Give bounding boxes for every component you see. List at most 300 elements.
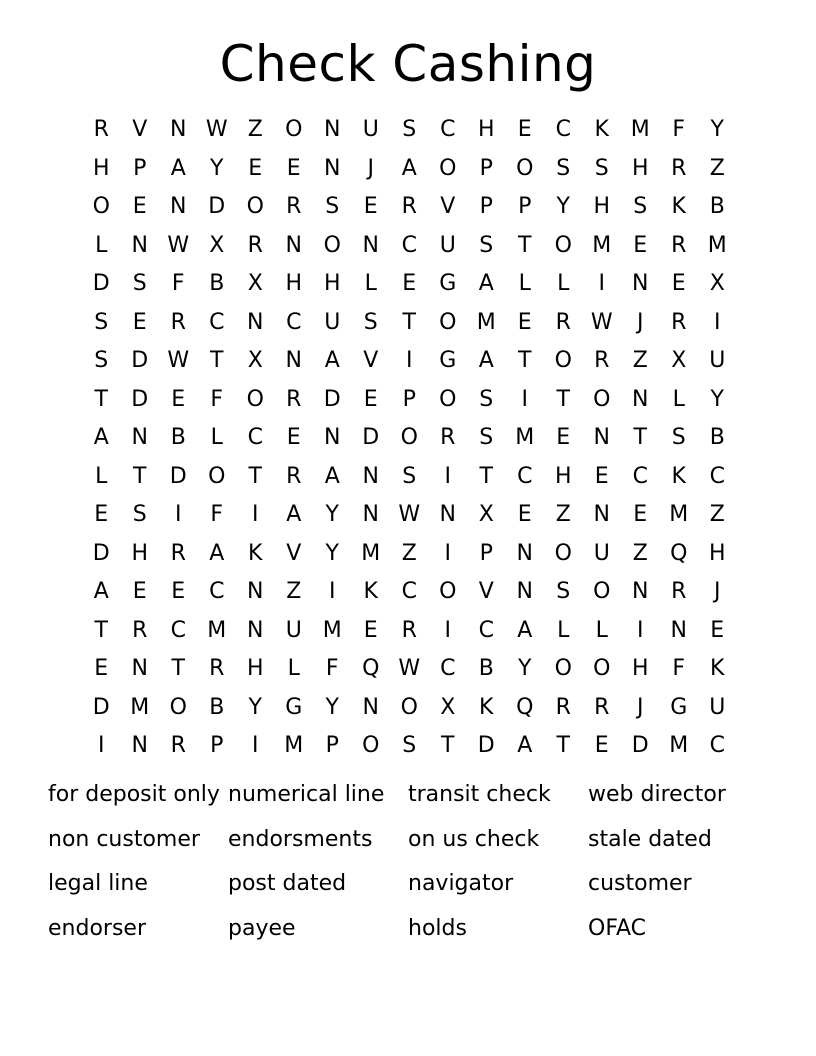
grid-letter: R [401, 617, 417, 643]
grid-letter: E [671, 271, 686, 297]
grid-letter: M [707, 232, 727, 258]
word-list-item: transit check [408, 782, 551, 807]
grid-letter: C [209, 579, 225, 605]
grid-letter: C [517, 463, 533, 489]
grid-letter: H [323, 271, 341, 297]
grid-letter: R [555, 694, 571, 720]
grid-letter: E [286, 155, 301, 181]
grid-letter: Z [401, 540, 417, 566]
grid-letter: W [167, 232, 190, 258]
grid-letter: F [210, 502, 224, 528]
grid-letter: I [637, 617, 644, 643]
grid-letter: N [362, 502, 379, 528]
grid-letter: Z [286, 579, 302, 605]
grid-letter: R [671, 579, 687, 605]
grid-letter: G [670, 694, 688, 720]
grid-letter: M [476, 309, 496, 335]
grid-letter: T [402, 309, 416, 335]
grid-letter: I [329, 579, 336, 605]
grid-letter: N [285, 232, 302, 258]
grid-letter: H [246, 656, 264, 682]
grid-letter: R [93, 117, 109, 143]
grid-letter: T [518, 232, 532, 258]
grid-letter: N [247, 309, 264, 335]
grid-letter: J [367, 155, 374, 181]
grid-letter: O [593, 656, 611, 682]
grid-letter: V [286, 540, 302, 566]
grid-letter: T [633, 425, 647, 451]
grid-letter: B [709, 425, 725, 451]
grid-letter: Q [516, 694, 534, 720]
grid-letter: M [630, 117, 650, 143]
grid-letter: I [714, 309, 721, 335]
grid-letter: U [593, 540, 610, 566]
grid-letter: I [252, 502, 259, 528]
grid-letter: O [323, 232, 341, 258]
grid-letter: P [479, 540, 493, 566]
grid-letter: D [92, 540, 110, 566]
grid-letter: E [363, 194, 378, 220]
grid-letter: H [285, 271, 303, 297]
grid-letter: E [633, 232, 648, 258]
grid-letter: D [92, 271, 110, 297]
grid-letter: C [209, 309, 225, 335]
grid-letter: G [439, 271, 457, 297]
grid-letter: N [170, 117, 187, 143]
grid-letter: N [632, 386, 649, 412]
grid-letter: D [631, 733, 649, 759]
grid-letter: Y [710, 117, 724, 143]
grid-letter: N [170, 194, 187, 220]
grid-letter: T [556, 386, 570, 412]
grid-letter: Y [556, 194, 570, 220]
grid-letter: P [402, 386, 416, 412]
grid-letter: D [131, 386, 149, 412]
grid-letter: N [670, 617, 687, 643]
grid-letter: E [517, 309, 532, 335]
grid-letter: L [672, 386, 685, 412]
grid-letter: V [440, 194, 456, 220]
grid-letter: F [325, 656, 339, 682]
grid-letter: A [93, 579, 109, 605]
grid-letter: C [286, 309, 302, 335]
grid-letter: T [556, 733, 570, 759]
grid-letter: E [132, 579, 147, 605]
grid-letter: I [252, 733, 259, 759]
grid-letter: L [595, 617, 608, 643]
grid-letter: X [247, 348, 263, 374]
grid-letter: O [439, 386, 457, 412]
grid-letter: O [246, 194, 264, 220]
grid-letter: R [286, 194, 302, 220]
grid-letter: L [364, 271, 377, 297]
grid-letter: Y [325, 694, 339, 720]
grid-letter: N [593, 502, 610, 528]
grid-letter: Z [632, 348, 648, 374]
grid-letter: R [170, 309, 186, 335]
grid-letter: B [709, 194, 725, 220]
grid-letter: B [478, 656, 494, 682]
grid-letter: E [132, 194, 147, 220]
grid-letter: M [322, 617, 342, 643]
grid-letter: K [363, 579, 378, 605]
grid-letter: O [439, 579, 457, 605]
grid-letter: A [517, 733, 533, 759]
grid-letter: E [363, 617, 378, 643]
grid-letter: O [554, 232, 572, 258]
grid-letter: C [555, 117, 571, 143]
grid-letter: P [133, 155, 147, 181]
grid-letter: N [632, 271, 649, 297]
grid-letter: T [518, 348, 532, 374]
grid-letter: T [133, 463, 147, 489]
grid-letter: Y [210, 155, 224, 181]
word-list-item: navigator [408, 871, 514, 896]
grid-letter: E [248, 155, 263, 181]
grid-letter: A [93, 425, 109, 451]
word-list-item: endorser [48, 915, 146, 941]
grid-letter: Y [325, 502, 339, 528]
grid-letter: C [709, 733, 725, 759]
grid-letter: S [479, 232, 494, 258]
grid-letter: R [594, 348, 610, 374]
grid-letter: S [671, 425, 686, 451]
grid-letter: E [132, 309, 147, 335]
grid-letter: S [479, 386, 494, 412]
grid-letter: K [594, 117, 609, 143]
grid-letter: P [479, 194, 493, 220]
grid-letter: I [444, 463, 451, 489]
grid-letter: I [406, 348, 413, 374]
grid-letter: S [556, 579, 571, 605]
grid-letter: N [593, 425, 610, 451]
grid-letter: O [208, 463, 226, 489]
grid-letter: R [440, 425, 456, 451]
grid-letter: S [633, 194, 648, 220]
grid-letter: E [171, 386, 186, 412]
grid-letter: O [362, 733, 380, 759]
grid-letter: S [94, 348, 109, 374]
grid-letter: P [210, 733, 224, 759]
grid-letter: S [402, 463, 417, 489]
word-list-item: stale dated [588, 826, 712, 852]
grid-letter: O [439, 309, 457, 335]
grid-letter: R [401, 194, 417, 220]
grid-letter: O [516, 155, 534, 181]
word-list-item: web director [588, 782, 726, 807]
grid-letter: T [441, 733, 455, 759]
grid-letter: E [633, 502, 648, 528]
grid-letter: M [592, 232, 612, 258]
grid-letter: Y [325, 540, 339, 566]
grid-letter: U [709, 348, 726, 374]
grid-letter: D [92, 694, 110, 720]
word-list [48, 776, 768, 954]
grid-letter: Z [247, 117, 263, 143]
word-list-item: non customer [48, 826, 200, 852]
grid-letter: C [247, 425, 263, 451]
grid-letter: M [669, 733, 689, 759]
grid-letter: A [170, 155, 186, 181]
grid-letter: S [556, 155, 571, 181]
grid-letter: Q [362, 656, 380, 682]
grid-letter: O [92, 194, 110, 220]
grid-letter: V [478, 579, 494, 605]
grid-letter: N [324, 117, 341, 143]
grid-letter: C [170, 617, 186, 643]
word-list-item: on us check [408, 826, 540, 852]
grid-letter: P [518, 194, 532, 220]
grid-letter: W [398, 656, 421, 682]
grid-letter: S [363, 309, 378, 335]
grid-letter: L [95, 463, 108, 489]
grid-letter: U [439, 232, 456, 258]
grid-letter: H [92, 155, 110, 181]
grid-letter: C [709, 463, 725, 489]
grid-letter: Z [632, 540, 648, 566]
word-list-item: OFAC [588, 915, 646, 941]
grid-letter: T [94, 386, 108, 412]
grid-letter: T [171, 656, 185, 682]
grid-letter: R [671, 155, 687, 181]
grid-letter: C [440, 117, 456, 143]
grid-letter: I [444, 540, 451, 566]
grid-letter: R [247, 232, 263, 258]
grid-letter: B [170, 425, 186, 451]
grid-letter: N [131, 656, 148, 682]
grid-letter: Y [518, 656, 532, 682]
grid-letter: N [362, 463, 379, 489]
grid-letter: I [598, 271, 605, 297]
grid-letter: J [637, 694, 644, 720]
word-list-item: payee [228, 915, 296, 941]
grid-letter: M [284, 733, 304, 759]
grid-letter: C [401, 579, 417, 605]
grid-letter: L [518, 271, 531, 297]
grid-letter: V [132, 117, 148, 143]
grid-letter: D [131, 348, 149, 374]
grid-letter: R [286, 386, 302, 412]
grid-letter: S [325, 194, 340, 220]
grid-letter: X [247, 271, 263, 297]
grid-letter: N [632, 579, 649, 605]
grid-letter: J [637, 309, 644, 335]
grid-letter: N [131, 425, 148, 451]
grid-letter: O [593, 579, 611, 605]
grid-letter: U [709, 694, 726, 720]
grid-letter: N [247, 579, 264, 605]
grid-letter: D [362, 425, 380, 451]
grid-letter: R [132, 617, 148, 643]
grid-letter: L [95, 232, 108, 258]
grid-letter: R [671, 232, 687, 258]
grid-letter: N [324, 155, 341, 181]
grid-letter: E [286, 425, 301, 451]
grid-letter: R [170, 733, 186, 759]
grid-letter: I [444, 617, 451, 643]
grid-letter: I [521, 386, 528, 412]
grid-letter: A [324, 463, 340, 489]
grid-letter: P [479, 155, 493, 181]
grid-letter: Y [710, 386, 724, 412]
grid-letter: H [554, 463, 572, 489]
word-list-item: for deposit only [48, 782, 220, 807]
grid-letter: M [669, 502, 689, 528]
grid-letter: S [594, 155, 609, 181]
grid-letter: B [209, 271, 225, 297]
grid-letter: F [171, 271, 185, 297]
grid-letter: E [517, 117, 532, 143]
word-list-item: numerical line [228, 782, 385, 807]
page-title: Check Cashing [219, 35, 597, 93]
grid-letter: O [554, 348, 572, 374]
grid-letter: Y [248, 694, 262, 720]
grid-letter: U [362, 117, 379, 143]
grid-letter: W [205, 117, 228, 143]
grid-letter: B [209, 694, 225, 720]
grid-letter: N [131, 733, 148, 759]
grid-letter: Z [709, 502, 725, 528]
grid-letter: X [478, 502, 494, 528]
grid-letter: L [557, 271, 570, 297]
grid-letter: D [208, 194, 226, 220]
grid-letter: O [246, 386, 264, 412]
grid-letter: U [324, 309, 341, 335]
grid-letter: F [672, 117, 686, 143]
grid-letter: W [398, 502, 421, 528]
grid-letter: H [631, 656, 649, 682]
grid-letter: E [171, 579, 186, 605]
grid-letter: A [478, 271, 494, 297]
grid-letter: E [363, 386, 378, 412]
grid-letter: Z [709, 155, 725, 181]
grid-letter: H [708, 540, 726, 566]
grid-letter: G [439, 348, 457, 374]
word-list-item: legal line [48, 871, 148, 896]
grid-letter: Z [555, 502, 571, 528]
grid-letter: I [98, 733, 105, 759]
grid-letter: H [593, 194, 611, 220]
grid-letter: R [209, 656, 225, 682]
grid-letter: O [400, 425, 418, 451]
grid-letter: N [131, 232, 148, 258]
grid-letter: A [517, 617, 533, 643]
grid-letter: A [286, 502, 302, 528]
grid-letter: O [285, 117, 303, 143]
grid-letter: C [401, 232, 417, 258]
grid-letter: T [248, 463, 262, 489]
grid-letter: R [594, 694, 610, 720]
grid-letter: O [554, 656, 572, 682]
grid-letter: W [590, 309, 613, 335]
grid-letter: E [556, 425, 571, 451]
grid-letter: S [132, 271, 147, 297]
grid-letter: H [477, 117, 495, 143]
grid-letter: F [672, 656, 686, 682]
grid-letter: R [671, 309, 687, 335]
word-list-item: customer [588, 871, 692, 896]
grid-letter: X [671, 348, 687, 374]
grid-letter: Q [670, 540, 688, 566]
grid-letter: K [671, 194, 686, 220]
grid-letter: R [286, 463, 302, 489]
grid-letter: F [210, 386, 224, 412]
grid-letter: E [402, 271, 417, 297]
grid-letter: H [131, 540, 149, 566]
grid-letter: N [362, 694, 379, 720]
grid-letter: E [594, 733, 609, 759]
grid-letter: X [209, 232, 225, 258]
grid-letter: N [516, 579, 533, 605]
grid-letter: S [479, 425, 494, 451]
grid-letter: K [671, 463, 686, 489]
grid-letter: E [94, 656, 109, 682]
grid-letter: O [439, 155, 457, 181]
grid-letter: L [557, 617, 570, 643]
grid-letter: S [402, 733, 417, 759]
grid-letter: E [517, 502, 532, 528]
grid-letter: N [285, 348, 302, 374]
grid-letter: N [324, 425, 341, 451]
grid-letter: G [285, 694, 303, 720]
grid-letter: M [130, 694, 150, 720]
grid-letter: N [439, 502, 456, 528]
grid-letter: O [400, 694, 418, 720]
grid-letter: R [170, 540, 186, 566]
grid-letter: T [479, 463, 493, 489]
grid-letter: N [247, 617, 264, 643]
grid-letter: D [477, 733, 495, 759]
grid-letter: K [248, 540, 263, 566]
grid-letter: C [632, 463, 648, 489]
grid-letter: V [363, 348, 379, 374]
grid-letter: C [478, 617, 494, 643]
word-list-item: post dated [228, 871, 347, 896]
grid-letter: E [94, 502, 109, 528]
grid-letter: R [555, 309, 571, 335]
grid-letter: A [478, 348, 494, 374]
grid-letter: A [324, 348, 340, 374]
word-list-item: endorsments [228, 826, 373, 852]
grid-letter: E [710, 617, 725, 643]
grid-letter: I [175, 502, 182, 528]
grid-letter: M [361, 540, 381, 566]
grid-letter: J [714, 579, 721, 605]
grid-letter: L [287, 656, 300, 682]
grid-letter: T [94, 617, 108, 643]
grid-letter: S [94, 309, 109, 335]
grid-letter: N [516, 540, 533, 566]
grid-letter: H [631, 155, 649, 181]
grid-letter: O [554, 540, 572, 566]
grid-letter: S [402, 117, 417, 143]
grid-letter: O [169, 694, 187, 720]
grid-letter: T [210, 348, 224, 374]
grid-letter: A [401, 155, 417, 181]
grid-letter: M [207, 617, 227, 643]
grid-letter: N [362, 232, 379, 258]
grid-letter: K [479, 694, 494, 720]
grid-letter: A [209, 540, 225, 566]
grid-letter: D [169, 463, 187, 489]
grid-letter: M [515, 425, 535, 451]
grid-letter: W [167, 348, 190, 374]
grid-letter: O [593, 386, 611, 412]
letter-grid [82, 111, 737, 766]
grid-letter: X [440, 694, 456, 720]
grid-letter: C [440, 656, 456, 682]
word-list-item: holds [408, 915, 467, 941]
